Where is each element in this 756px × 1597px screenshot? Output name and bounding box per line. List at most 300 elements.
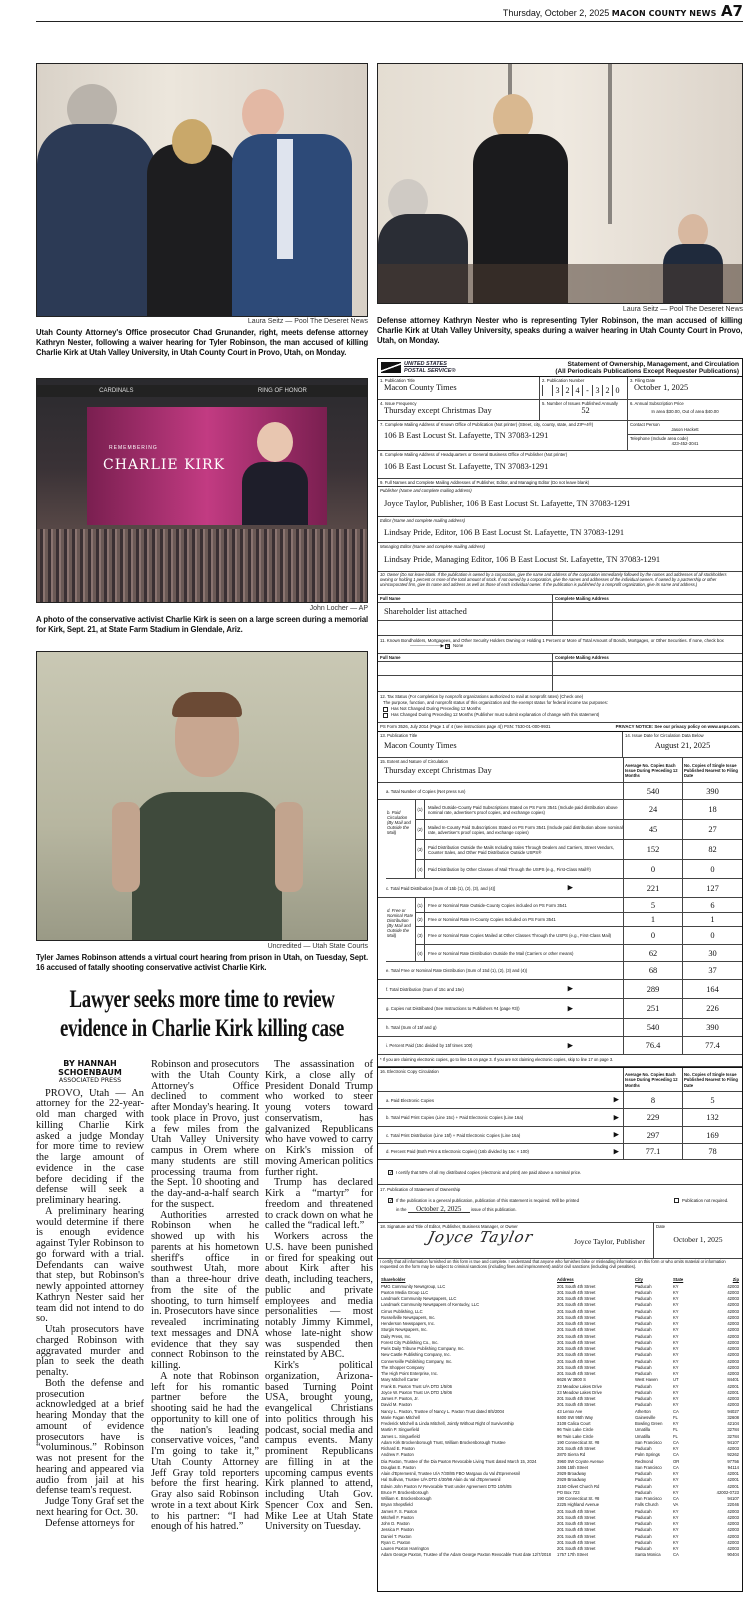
photo-credit: Uncredited — Utah State Courts bbox=[267, 943, 368, 950]
issues-annually-value: 52 bbox=[581, 406, 590, 415]
avg-copies-value: 152 bbox=[623, 840, 682, 859]
shareholder-address: 201 South 4th Street bbox=[557, 1333, 596, 1339]
group-rows bbox=[416, 800, 742, 878]
field-label: 5. Number of Issues Published Annually bbox=[542, 401, 618, 406]
not-required-checkbox[interactable] bbox=[674, 1198, 679, 1203]
field-label: Contact Person bbox=[630, 422, 660, 427]
signer-title: Joyce Taylor, Publisher bbox=[574, 1237, 645, 1247]
shareholder-address: 96 Twin Lake Circle bbox=[557, 1433, 594, 1439]
article-paragraph: Both the defense and prosecution acknowledged at a brief hearing Monday that the amount of evidence prosecutors have is “voluminous.” Robinson was not present for the hearing and appeared via audio from jail at his defense team's request. bbox=[36, 1377, 144, 1497]
field-label: Publisher (Name and complete mailing address) bbox=[380, 488, 472, 493]
shareholder-state: CA bbox=[673, 1496, 679, 1502]
shareholder-city: Paducah bbox=[635, 1477, 652, 1483]
row-label bbox=[378, 962, 623, 979]
shareholder-city: Paducah bbox=[635, 1527, 652, 1533]
shareholder-name: Nancy L. Paxton, Trustee of Nancy L. Paxton Trust dated 8/5/2004 bbox=[381, 1408, 505, 1414]
field-label: 14. Issue Date for Circulation Data Below bbox=[625, 733, 704, 739]
shareholder-city: Paducah bbox=[635, 1446, 652, 1452]
shareholder-zip: 32784 bbox=[727, 1433, 739, 1439]
certify-checkbox[interactable]: ✓ bbox=[389, 1169, 394, 1176]
shareholder-zip: 90404 bbox=[727, 1552, 739, 1558]
shareholder-address: 190 Connecticut St. #8 bbox=[557, 1496, 600, 1502]
form-row-8 bbox=[378, 451, 742, 479]
shareholder-city: Umatilla bbox=[635, 1433, 651, 1439]
shareholder-state: KY bbox=[673, 1364, 679, 1370]
field-label: Managing Editor (Name and complete mailing address) bbox=[380, 544, 486, 549]
shareholder-zip: 42003 bbox=[727, 1283, 739, 1289]
avg-copies-value: 540 bbox=[623, 783, 682, 799]
publisher-row bbox=[378, 487, 742, 517]
page-number: A7 bbox=[720, 2, 743, 20]
single-issue-value: 6 bbox=[682, 898, 742, 912]
robinson-photo bbox=[36, 651, 368, 941]
shareholder-zip: 22046 bbox=[727, 1502, 739, 1508]
shareholder-state: CA bbox=[673, 1552, 679, 1558]
single-issue-value: 164 bbox=[682, 980, 742, 998]
shareholder-zip: 42003 bbox=[727, 1327, 739, 1333]
shareholder-city: West Haven bbox=[635, 1377, 658, 1383]
shareholder-address: 201 South 4th Street bbox=[557, 1352, 596, 1358]
shareholder-zip: 84401 bbox=[727, 1377, 739, 1383]
subrow-number: (2) bbox=[416, 820, 425, 839]
shareholder-state: CA bbox=[673, 1439, 679, 1445]
photo-credit: Laura Seitz — Pool The Deseret News bbox=[622, 306, 743, 313]
avg-copies-value: 5 bbox=[623, 898, 682, 912]
byline-agency: ASSOCIATED PRESS bbox=[58, 1077, 122, 1084]
shareholder-zip: 42002-0723 bbox=[716, 1489, 739, 1495]
circulation-row bbox=[378, 1092, 742, 1109]
field-label: 17. Publication of Statement of Ownership bbox=[380, 1187, 461, 1193]
shareholder-name: Lauren Paxton Harrington bbox=[381, 1546, 429, 1552]
publication-number-digit: 0 bbox=[612, 385, 622, 396]
shareholder-state: KY bbox=[673, 1302, 679, 1308]
screen-subtitle: REMEMBERING bbox=[109, 445, 158, 451]
article-column-2 bbox=[151, 1060, 259, 1533]
arrow-right-icon: ▶ bbox=[567, 884, 573, 892]
shareholder-city: Paducah bbox=[635, 1302, 652, 1308]
shareholder-state: KY bbox=[673, 1533, 679, 1539]
avg-copies-value: 8 bbox=[623, 1092, 682, 1108]
shareholder-state: KY bbox=[673, 1352, 679, 1358]
shareholder-city: Umatilla bbox=[635, 1427, 651, 1433]
arrow-right-icon: ▶ bbox=[567, 985, 573, 993]
field-label: 4. Issue Frequency bbox=[380, 401, 417, 406]
shareholder-state: KY bbox=[673, 1514, 679, 1520]
shareholder-city: Paducah bbox=[635, 1539, 652, 1545]
avg-copies-value: 297 bbox=[623, 1127, 682, 1143]
shareholder-name: James F. Paxton, Jr. bbox=[381, 1396, 419, 1402]
shareholder-zip: 32784 bbox=[727, 1427, 739, 1433]
shareholder-address: 3150 Olivet Church Rd bbox=[557, 1483, 600, 1489]
issue-frequency-value: Thursday except Christmas Day bbox=[384, 406, 492, 415]
form-row-9-label bbox=[378, 479, 742, 487]
usps-eagle-logo-icon bbox=[381, 362, 401, 373]
shareholder-state: KY bbox=[673, 1314, 679, 1320]
field-label: 18. Signature and Title of Editor, Publisher, Business Manager, or Owner bbox=[380, 1224, 518, 1230]
shareholder-name: Daniel T. Paxton bbox=[381, 1533, 412, 1539]
shareholder-name: John D. Paxton bbox=[381, 1521, 410, 1527]
circulation-subrow bbox=[416, 927, 742, 945]
shareholder-address: 3108 Calica Court bbox=[557, 1421, 591, 1427]
avg-copies-value: 0 bbox=[623, 927, 682, 944]
shareholder-city: Paducah bbox=[635, 1521, 652, 1527]
field-label: 15. Extent and Nature of Circulation bbox=[380, 759, 449, 765]
row-label-text: d. Percent Paid (Both Print & Electronic Copies) (16b divided by 16c × 100) bbox=[386, 1149, 529, 1155]
shareholder-city: Paducah bbox=[635, 1364, 652, 1370]
article-paragraph: Defense attorneys for bbox=[45, 1517, 135, 1529]
photo-caption: Utah County Attorney's Office prosecutor Chad Grunander, right, meets defense attorney Kathryn Nester, following a waiver hearing for Tyler Robinson, the man accused of killing Charlie Kirk at Utah Valley University, in Utah County Court in Provo, Utah, on Monday. bbox=[36, 327, 369, 358]
shareholder-city: Paducah bbox=[635, 1508, 652, 1514]
article-paragraph: Robinson and prosecutors with the Utah County Attorney's Office declined to comment after Monday's hearing. It took place in Provo, just a few miles from the Utah Valley University campus in Orem where many students are still processing trauma from the Sept. 10 shooting and the day-and-a-half search for the suspect. bbox=[151, 1059, 259, 1210]
circulation-row bbox=[378, 980, 742, 999]
group-label: d. Free or Nominal Rate Distribution (By Mail and Outside the Mail) bbox=[386, 898, 416, 961]
bondholders-table-header bbox=[378, 654, 742, 662]
column-header: City bbox=[635, 1277, 643, 1283]
circulation-row bbox=[378, 1109, 742, 1127]
row-label bbox=[378, 1019, 623, 1036]
shareholder-city: San Francisco bbox=[635, 1439, 662, 1445]
shareholder-state: KY bbox=[673, 1321, 679, 1327]
shareholder-name: PMG Community Newsgroup, LLC bbox=[381, 1283, 446, 1289]
stadium-banner-left: CARDINALS bbox=[99, 388, 134, 394]
byline-author: BY HANNAH SCHOENBAUM bbox=[58, 1059, 122, 1077]
shareholder-city: Santa Monica bbox=[635, 1552, 661, 1558]
none-checkbox[interactable]: ✕ bbox=[445, 643, 451, 650]
row-label bbox=[378, 1127, 623, 1143]
shareholder-zip: 92262 bbox=[727, 1452, 739, 1458]
shareholder-address: 201 South 4th Street bbox=[557, 1396, 596, 1402]
form-title: Statement of Ownership, Management, and Circulation bbox=[567, 360, 739, 368]
column-header: No. Copies of Single Issue Published Nearest to Filing Date bbox=[682, 1068, 742, 1091]
photo-credit: John Locher — AP bbox=[309, 605, 368, 612]
avg-copies-value: 76.4 bbox=[623, 1037, 682, 1054]
shareholder-state: KY bbox=[673, 1508, 679, 1514]
not-changed-checkbox[interactable] bbox=[383, 707, 388, 712]
shareholder-city: San Francisco bbox=[635, 1496, 662, 1502]
shareholder-state: KY bbox=[673, 1358, 679, 1364]
circulation-table bbox=[378, 783, 742, 1055]
column-header: Address bbox=[557, 1277, 574, 1283]
shareholder-address: 201 South 4th Street bbox=[557, 1302, 596, 1308]
shareholder-city: Paducah bbox=[635, 1283, 652, 1289]
statement-text: issue of this publication. bbox=[470, 1207, 517, 1213]
avg-copies-value: 24 bbox=[623, 800, 682, 819]
column-header: Full Name bbox=[378, 595, 553, 602]
shareholder-name: Martin P. Singuefield bbox=[381, 1427, 420, 1433]
form-row-13 bbox=[378, 732, 742, 758]
shareholder-address: 201 South 4th Street bbox=[557, 1527, 596, 1533]
arrow-right-icon: ▶ bbox=[613, 1148, 619, 1156]
shareholder-name: Frank B. Paxton Trust U/A DTD 1/5/06 bbox=[381, 1383, 452, 1389]
office-address-value: 106 B East Locust St. Lafayette, TN 37083-1291 bbox=[384, 431, 549, 440]
owner-value: Shareholder list attached bbox=[384, 607, 467, 617]
shareholder-state: OR bbox=[673, 1458, 680, 1464]
article-column-1 bbox=[36, 1060, 144, 1529]
single-issue-value: 30 bbox=[682, 945, 742, 961]
single-issue-value: 169 bbox=[682, 1127, 742, 1143]
single-issue-value: 390 bbox=[682, 1019, 742, 1036]
avg-copies-value: 251 bbox=[623, 999, 682, 1018]
shareholder-address: 201 South 4th Street bbox=[557, 1446, 596, 1452]
shareholder-city: Paducah bbox=[635, 1308, 652, 1314]
shareholder-zip: 94027 bbox=[727, 1408, 739, 1414]
shareholder-address: 201 South 4th Street bbox=[557, 1358, 596, 1364]
shareholder-address: 201 South 4th Street bbox=[557, 1314, 596, 1320]
shareholder-state: VA bbox=[673, 1502, 679, 1508]
circulation-subrow bbox=[416, 820, 742, 840]
shareholder-name: William K. Brockenborough bbox=[381, 1496, 432, 1502]
single-issue-value: 132 bbox=[682, 1109, 742, 1126]
shareholder-address: 2225 Highland Avenue bbox=[557, 1502, 600, 1508]
will-be-printed-checkbox[interactable]: ✓ bbox=[389, 1198, 394, 1205]
shareholder-name: Sturgis Newspapers, Inc. bbox=[381, 1327, 428, 1333]
shareholder-list bbox=[378, 1277, 742, 1558]
shareholder-zip: 42003 bbox=[727, 1352, 739, 1358]
photo-caption: Tyler James Robinson attends a virtual court hearing from prison in Utah, on Tuesday, Sept. 16 accused of fatally shooting conservative activist Charlie Kirk. bbox=[36, 952, 369, 973]
shareholder-address: 201 South 4th Street bbox=[557, 1364, 596, 1370]
photo-caption: A photo of the conservative activist Charlie Kirk is seen on a large screen during a memorial for Kirk, Sept. 21, at State Farm Stadium in Glendale, Ariz. bbox=[36, 614, 369, 635]
signature-row bbox=[378, 1223, 742, 1259]
shareholder-address: 201 South 4th Street bbox=[557, 1289, 596, 1295]
shareholder-state: KY bbox=[673, 1477, 679, 1483]
single-issue-value: 37 bbox=[682, 962, 742, 979]
row-label-text: c. Total Paid Distribution [Sum of 15b (1), (2), (3), and (4)] bbox=[386, 885, 496, 891]
shareholder-city: Paducah bbox=[635, 1289, 652, 1295]
single-issue-value: 1 bbox=[682, 913, 742, 926]
row-label-text: b. Total Paid Print Copies (Line 15c) + Paid Electronic Copies (Line 16a) bbox=[386, 1115, 524, 1121]
privacy-notice: PRIVACY NOTICE: See our privacy policy on www.usps.com. bbox=[615, 724, 740, 730]
byline bbox=[36, 1060, 144, 1086]
circulation-row bbox=[378, 879, 742, 898]
field-label: Date bbox=[656, 1224, 666, 1230]
shareholder-zip: 42003 bbox=[727, 1446, 739, 1452]
shareholder-address: 2929 Broadway bbox=[557, 1471, 587, 1477]
row-label bbox=[378, 980, 623, 998]
avg-copies-value: 62 bbox=[623, 945, 682, 961]
owner-instructions: 10. Owner (Do not leave blank. If the publication is owned by a corporation, give the name and address of the corporation immediately followed by the names and addresses of all stockholders owning or holding 1 percent or more of the total amount of stock. If not owned by a corporation, give the names and addresses of the individual owners. If owned by a partnership or other unincorporated firm, give its name and address as well as those of each individual owner. If the publication is published by a nonprofit organization, give its name and address.) bbox=[378, 572, 742, 595]
publication-number-digit bbox=[542, 385, 552, 396]
avg-copies-value: 68 bbox=[623, 962, 682, 979]
shareholder-address: 201 South 4th Street bbox=[557, 1321, 596, 1327]
shareholder-name: James L. Singuefield bbox=[381, 1433, 420, 1439]
field-label: 13. Publication Title bbox=[380, 733, 418, 739]
electronic-table bbox=[378, 1092, 742, 1160]
shareholder-zip: 94107 bbox=[727, 1496, 739, 1502]
hq-address-value: 106 B East Locust St. Lafayette, TN 37083-1291 bbox=[384, 462, 549, 471]
checkbox-label: Has Changed During Preceding 12 Months (Publisher must submit explanation of change with this statement) bbox=[391, 712, 600, 718]
shareholder-address: 201 South 4th Street bbox=[557, 1539, 596, 1545]
shareholder-zip: 42003 bbox=[727, 1339, 739, 1345]
certify-text: I certify that 50% of all my distributed copies (electronic and print) are paid above a nominal price. bbox=[396, 1169, 582, 1175]
shareholder-city: Redmond bbox=[635, 1458, 654, 1464]
row-label-text: g. Copies not Distributed (See Instructions to Publishers #4 (page #3)) bbox=[386, 1006, 520, 1012]
shareholder-state: UT bbox=[673, 1377, 679, 1383]
shareholder-name: Cirrus Publishing, LLC bbox=[381, 1308, 423, 1314]
tax-status-text: The purpose, function, and nonprofit status of this organization and the exempt status for federal income tax purposes: bbox=[383, 700, 609, 706]
shareholder-address: 201 South 4th Street bbox=[557, 1402, 596, 1408]
issue-date-value: October 2, 2025 bbox=[408, 1207, 470, 1213]
bondholders-row bbox=[378, 636, 742, 654]
circulation-subrow bbox=[416, 913, 742, 927]
shareholder-name: Henderson Newspapers, Inc. bbox=[381, 1321, 435, 1327]
electronic-header bbox=[378, 1067, 742, 1092]
shareholder-name: Bryan Shepsfield bbox=[381, 1502, 413, 1508]
shareholder-state: KY bbox=[673, 1283, 679, 1289]
shareholder-city: Paducah bbox=[635, 1327, 652, 1333]
shareholder-zip: 42003 bbox=[727, 1546, 739, 1552]
subrow-label: Free or Nominal Rate Outside-County Copies included on PS Form 3541 bbox=[428, 902, 567, 908]
shareholder-zip: 42003 bbox=[727, 1402, 739, 1408]
column-header: Zip bbox=[732, 1277, 739, 1283]
shareholder-address: 96 Twin Lake Circle bbox=[557, 1427, 594, 1433]
tax-status-row bbox=[378, 692, 742, 723]
shareholder-state: KY bbox=[673, 1333, 679, 1339]
shareholder-name: The Shopper Company bbox=[381, 1364, 425, 1370]
usps-logo-line2: POSTAL SERVICE® bbox=[404, 367, 456, 374]
shareholder-name: Adam George Paxton, Trustee of the Adam George Paxton Revocable Trust date 12/7/2018 bbox=[381, 1552, 551, 1558]
shareholder-zip: 42003 bbox=[727, 1314, 739, 1320]
handwritten-signature: Joyce Taylor bbox=[426, 1228, 535, 1247]
shareholder-name: Landmark Community Newspapers, LLC bbox=[381, 1296, 457, 1302]
newspaper-name: MACON COUNTY NEWS bbox=[611, 9, 717, 18]
shareholder-address: PO Box 723 bbox=[557, 1489, 580, 1495]
row-label-text: a. Paid Electronic Copies bbox=[386, 1097, 435, 1103]
changed-checkbox[interactable] bbox=[383, 713, 388, 718]
shareholder-state: KY bbox=[673, 1521, 679, 1527]
avg-copies-value: 229 bbox=[623, 1109, 682, 1126]
circulation-subrow bbox=[416, 860, 742, 878]
shareholder-name: Landmark Community Newspapers of Kentucky, LLC bbox=[381, 1302, 480, 1308]
subrow-label: Paid Distribution Outside the Mails Including Sales Through Dealers and Carriers, Street Vendors, Counter Sales, and Other Paid Distribution Outside USPS® bbox=[428, 844, 614, 855]
arrow-right-icon: ▶ bbox=[567, 1005, 573, 1013]
shareholder-state: KY bbox=[673, 1402, 679, 1408]
publication-number-digit: 3 bbox=[552, 385, 562, 396]
shareholder-zip: 42003 bbox=[727, 1371, 739, 1377]
subrow-number: (2) bbox=[416, 913, 425, 926]
shareholder-zip: 42001 bbox=[727, 1389, 739, 1395]
shareholder-state: CA bbox=[673, 1452, 679, 1458]
shareholder-city: Paducah bbox=[635, 1489, 652, 1495]
statement-text: in the bbox=[396, 1207, 407, 1213]
usps-logo-line1: UNITED STATES bbox=[404, 361, 447, 367]
shareholder-city: Palm Springs bbox=[635, 1452, 660, 1458]
row-label-text: h. Total (Sum of 15f and g) bbox=[386, 1025, 437, 1031]
telephone-value: 423-452-3041 bbox=[671, 441, 699, 446]
subrow-number: (3) bbox=[416, 840, 425, 859]
arrow-right-icon: ▶ bbox=[567, 1042, 573, 1050]
publication-title-value: Macon County Times bbox=[384, 383, 457, 392]
photo-credit: Laura Seitz — Pool The Deseret News bbox=[247, 318, 368, 325]
field-label: 1. Publication Title bbox=[380, 378, 415, 383]
issue-date-value: August 21, 2025 bbox=[654, 741, 711, 751]
single-issue-value: 18 bbox=[682, 800, 742, 819]
shareholder-state: CA bbox=[673, 1464, 679, 1470]
single-issue-value: 127 bbox=[682, 879, 742, 897]
shareholder-state: KY bbox=[673, 1396, 679, 1402]
circulation-row bbox=[378, 999, 742, 1019]
row-label bbox=[378, 999, 623, 1018]
row-label-text: i. Percent Paid (15c divided by 15f times 100) bbox=[386, 1043, 473, 1049]
column-header: Complete Mailing Address bbox=[555, 596, 609, 601]
group-rows bbox=[416, 898, 742, 961]
shareholder-name: The High Point Enterprise, Inc. bbox=[381, 1371, 439, 1377]
shareholder-name: Connersville Publishing Company, Inc. bbox=[381, 1358, 453, 1364]
publication-title-value: Macon County Times bbox=[384, 741, 457, 751]
shareholder-state: KY bbox=[673, 1546, 679, 1552]
managing-editor-row bbox=[378, 543, 742, 572]
field-label: 7. Complete Mailing Address of Known Office of Publication (Not printer) (Street, city, county, state, and ZIP+4®) bbox=[380, 422, 594, 427]
shareholder-zip: 42001 bbox=[727, 1477, 739, 1483]
shareholder-zip: 42003 bbox=[727, 1308, 739, 1314]
circulation-row bbox=[378, 1127, 742, 1144]
field-label: 9. Full Names and Complete Mailing Addresses of Publisher, Editor, and Managing Editor (Do not leave blank) bbox=[380, 480, 590, 485]
memorial-photo bbox=[36, 378, 368, 603]
shareholder-zip: 42001 bbox=[727, 1383, 739, 1389]
editor-value: Lindsay Pride, Editor, 106 B East Locust St. Lafayette, TN 37083-1291 bbox=[384, 528, 625, 537]
stadium-screen bbox=[87, 407, 327, 525]
form-row-4 bbox=[378, 400, 742, 421]
photo-caption: Defense attorney Kathryn Nester who is representing Tyler Robinson, the man accused of killing Charlie Kirk at Utah Valley University, speaks during a waiver hearing in Utah County Court in Provo, Utah, on Monday. bbox=[377, 315, 743, 346]
shareholder-name: Hal Sullivan, Trustee U/A DTD 4/30/98 Alain du Val d'Epremesnil bbox=[381, 1477, 501, 1483]
screen-title: CHARLIE KIRK bbox=[103, 457, 226, 473]
single-issue-value: 226 bbox=[682, 999, 742, 1018]
column-header: Shareholder bbox=[381, 1277, 406, 1283]
bondholder-row bbox=[378, 676, 742, 692]
shareholder-state: FL bbox=[673, 1433, 678, 1439]
shareholder-city: Paducah bbox=[635, 1371, 652, 1377]
none-label: None bbox=[452, 643, 464, 649]
owner-table-header bbox=[378, 595, 742, 603]
shareholder-address: 201 South 4th Street bbox=[557, 1308, 596, 1314]
column-header: Complete Mailing Address bbox=[555, 655, 609, 661]
publication-number-digit: 2 bbox=[602, 385, 612, 396]
shareholder-name: Marie Fagan Mitchell bbox=[381, 1414, 420, 1420]
publication-number-digit: 4 bbox=[572, 385, 582, 396]
shareholder-city: Falls Church bbox=[635, 1502, 659, 1508]
subrow-label: Paid Distribution by Other Classes of Mail Through the USPS (e.g., First-Class Mail®) bbox=[428, 866, 591, 872]
article-paragraph: Kirk's political organization, Arizona-based Turning Point USA, brought young, evangelical Christians into politics through his podcast, social media and campus events. Many prominent Republicans are filling in at the upcoming campus events Kirk planned to attend, including Utah Gov. Spencer Cox and Sen. Mike Lee at Utah State University on Tuesday. bbox=[265, 1360, 373, 1533]
single-issue-value: 77.4 bbox=[682, 1037, 742, 1054]
article-paragraph: Utah prosecutors have charged Robinson with aggravated murder and plan to seek the death penalty. bbox=[36, 1324, 144, 1378]
shareholder-zip: 42003 bbox=[727, 1346, 739, 1352]
shareholder-name: Mitchell F. Paxton bbox=[381, 1514, 414, 1520]
shareholder-zip: 42003 bbox=[727, 1396, 739, 1402]
shareholder-state: KY bbox=[673, 1289, 679, 1295]
shareholder-zip: 42001 bbox=[727, 1471, 739, 1477]
shareholder-name: Bruce P. Brockenborough bbox=[381, 1489, 429, 1495]
shareholder-name: New Castle Publishing Company, Inc. bbox=[381, 1352, 451, 1358]
single-issue-value: 0 bbox=[682, 860, 742, 878]
circulation-row bbox=[378, 1144, 742, 1160]
subscription-price-value: In area $30.00, Out of area $40.00 bbox=[651, 409, 719, 414]
shareholder-state: KY bbox=[673, 1483, 679, 1489]
article-paragraph: A note that Robinson left for his romantic partner before the shooting said he had the opportunity to kill one of the nation's leading conservative voices, “and I'm going to take it,” Utah County Attorney Jeff Gray told reporters before the first hearing. Gray also said Robinson wrote in a text about Kirk to his partner: “I had enough of his hatred.” bbox=[151, 1370, 259, 1533]
avg-copies-value: 45 bbox=[623, 820, 682, 839]
shareholder-address: 201 South 4th Street bbox=[557, 1546, 596, 1552]
row-label-text: c. Total Print Distribution (Line 15f) + Paid Electronic Copies (Line 16a) bbox=[386, 1132, 521, 1138]
row-label bbox=[378, 879, 623, 897]
subrow-label: Mailed In-County Paid Subscriptions Stated on PS Form 3541 (Include paid distribution above nominal rate, advertiser's proof copies, and exchange copies) bbox=[428, 824, 623, 835]
shareholder-zip: 42003 bbox=[727, 1333, 739, 1339]
shareholder-name: Russellville Newspapers, Inc. bbox=[381, 1314, 436, 1320]
circulation-row bbox=[378, 1019, 742, 1037]
shareholder-zip: 42003 bbox=[727, 1289, 739, 1295]
shareholder-name: Paris Daily Tribune Publishing Company, Inc. bbox=[381, 1346, 465, 1352]
row-label bbox=[378, 1037, 623, 1054]
shareholder-name: Edwin John Paxton IV Revocable Trust under Agreement DTD 10/5/05 bbox=[381, 1483, 512, 1489]
shareholder-address: 201 South 4th Street bbox=[557, 1533, 596, 1539]
shareholder-state: KY bbox=[673, 1371, 679, 1377]
